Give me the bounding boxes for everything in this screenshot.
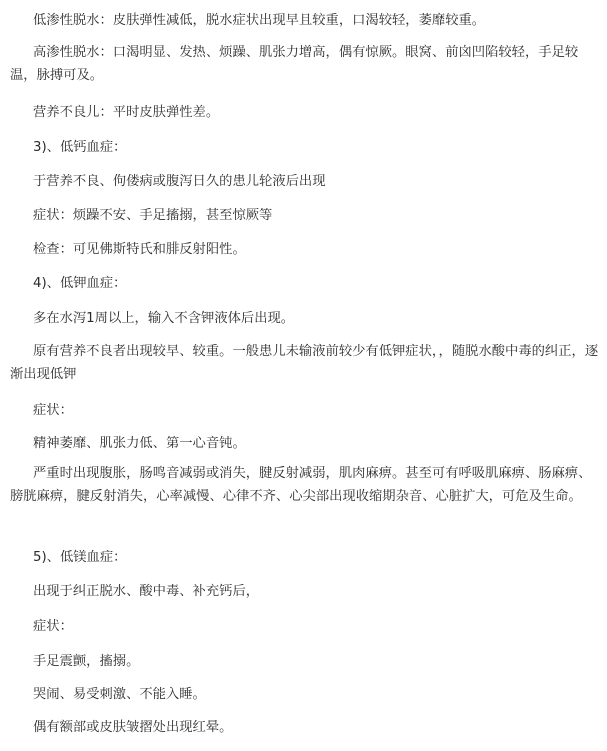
- label-symptoms-2: 症状：: [33, 619, 73, 634]
- paragraph-hypokalemia-course: 原有营养不良者出现较早、较重。一般患儿未输液前较少有低钾症状，，随脱水酸中毒的纠正，逐渐出现低钾: [10, 344, 599, 382]
- heading-hypomagnesemia: 5)、低镁血症：: [33, 550, 127, 565]
- paragraph-hypocalcemia-exam: 检查：可见佛斯特氏和腓反射阳性。: [33, 242, 246, 257]
- paragraph-hypomagnesemia-flush: 偶有额部或皮肤皱摺处出现红晕。: [33, 720, 233, 735]
- paragraph-hypomagnesemia-onset: 出现于纠正脱水、酸中毒、补充钙后，: [33, 584, 260, 599]
- paragraph-hypotonic-dehydration: 低渗性脱水：皮肤弹性减低，脱水症状出现早且较重，口渴较轻，萎靡较重。: [33, 13, 486, 28]
- paragraph-hypokalemia-onset: 多在水泻1周以上，输入不含钾液体后出现。: [33, 311, 295, 326]
- paragraph-hypocalcemia-symptoms: 症状：烦躁不安、手足搐搦，甚至惊厥等: [33, 208, 273, 223]
- heading-hypokalemia: 4)、低钾血症：: [33, 276, 127, 291]
- paragraph-hypomagnesemia-tremor: 手足震颤，搐搦。: [33, 654, 140, 669]
- paragraph-hypokalemia-severe: 严重时出现腹胀，肠鸣音减弱或消失，腱反射减弱，肌肉麻痹。甚至可有呼吸肌麻痹、肠麻痹、膀胱麻痹，腱反射消失，心率减慢、心律不齐、心尖部出现收缩期杂音、心脏扩大，可危及生命。: [10, 466, 592, 504]
- paragraph-malnourished-child: 营养不良儿：平时皮肤弹性差。: [33, 105, 220, 120]
- paragraph-hypokalemia-signs: 精神萎靡、肌张力低、第一心音钝。: [33, 436, 246, 451]
- paragraph-hypocalcemia-onset: 于营养不良、佝偻病或腹泻日久的患儿轮液后出现: [33, 174, 326, 189]
- paragraph-hypertonic-dehydration: 高渗性脱水：口渴明显、发热、烦躁、肌张力增高，偶有惊厥。眼窝、前囟凹陷较轻，手足较温，脉搏可及。: [10, 45, 579, 83]
- paragraph-hypomagnesemia-irritability: 哭闹、易受刺激、不能入睡。: [33, 687, 206, 702]
- label-symptoms-1: 症状：: [33, 403, 73, 418]
- heading-hypocalcemia: 3)、低钙血症：: [33, 140, 127, 155]
